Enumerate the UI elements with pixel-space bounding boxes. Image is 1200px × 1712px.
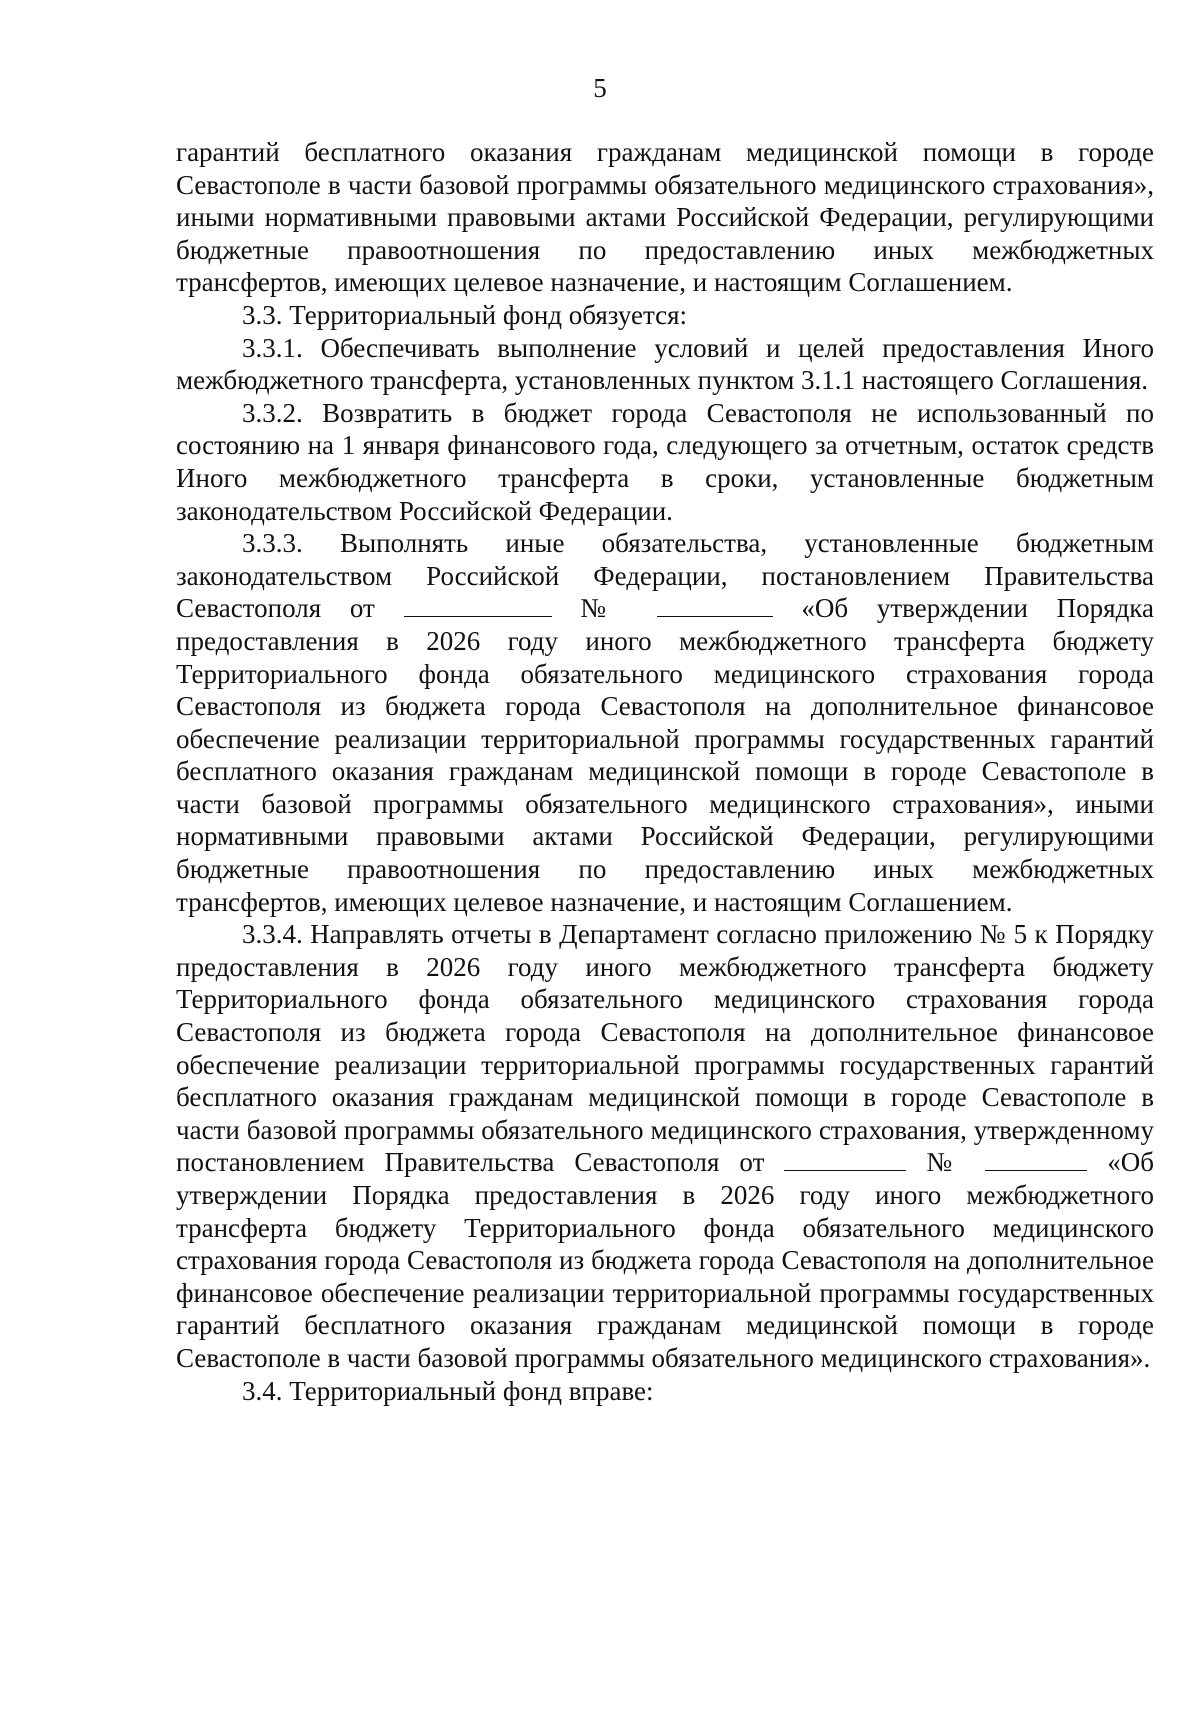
blank-number-line <box>985 1148 1087 1171</box>
paragraph-3-4: 3.4. Территориальный фонд вправе: <box>242 1375 654 1406</box>
paragraph-3-3-4-text-part1: 3.3.4. Направлять отчеты в Департамент согласно приложению № 5 к Порядку предоставления в 2026 году иного межбюджетного трансферта бюджету Территориального фонда обязательного медицинского страхования города Севастополя из бюджета города Севастополя на дополнительное финансовое обеспечение реализации территориальной программы государственных гарантий бесплатного оказания гражданам медицинской помощи в городе Севастополе в части базовой программы обязательного медицинского страхования, утвержденному постановлением Правительства Севастополя от <box>176 919 1154 1178</box>
blank-date-line <box>784 1148 906 1171</box>
document-body <box>176 136 1154 1407</box>
page-number: 5 <box>593 73 607 103</box>
paragraph-3-3-2: 3.3.2. Возвратить в бюджет города Севастополя не использованный по состоянию на 1 января финансового года, следующего за отчетным, остаток средств Иного межбюджетного трансферта в сроки, установленные бюджетным законодательством Российской Федерации. <box>176 397 1154 526</box>
paragraph-3-3-4-text-part2: № <box>906 1147 986 1178</box>
paragraph-3-3: 3.3. Территориальный фонд обязуется: <box>242 299 688 330</box>
paragraph-3-3-3 <box>176 527 1154 918</box>
paragraph-3-3-1: 3.3.1. Обеспечивать выполнение условий и целей предоставления Иного межбюджетного трансферта, установленных пунктом 3.1.1 настоящего Соглашения. <box>176 332 1154 396</box>
blank-date-line <box>404 594 552 617</box>
paragraph-continuation: гарантий бесплатного оказания гражданам медицинской помощи в городе Севастополе в части базовой программы обязательного медицинского страхования», иными нормативными правовыми актами Российской Федерации, регулирующими бюджетные правоотношения по предоставлению иных межбюджетных трансфертов, имеющих целевое назначение, и настоящим Соглашением. <box>176 137 1154 298</box>
paragraph-3-3-3-text-part2: № <box>551 593 657 624</box>
paragraph-3-3-4 <box>176 918 1154 1374</box>
paragraph-3-3-3-text-part1: 3.3.3. Выполнять иные обязательства, установленные бюджетным законодательством Российской Федерации, постановлением Правительства Севастополя от <box>176 528 1154 624</box>
paragraph-3-3-4-text-part3: «Об утверждении Порядка предоставления в 2026 году иного межбюджетного трансферта бюджету Территориального фонда обязательного медицинского страхования города Севастополя из бюджета города Севастополя на дополнительное финансовое обеспечение реализации территориальной программы государственных гарантий бесплатного оказания гражданам медицинской помощи в городе Севастополе в части базовой программы обязательного медицинского страхования». <box>176 1147 1154 1373</box>
paragraph-3-3-3-text-part3: «Об утверждении Порядка предоставления в 2026 году иного межбюджетного трансферта бюджету Территориального фонда обязательного медицинского страхования города Севастополя из бюджета города Севастополя на дополнительное финансовое обеспечение реализации территориальной программы государственных гарантий бесплатного оказания гражданам медицинской помощи в городе Севастополе в части базовой программы обязательного медицинского страхования», иными нормативными правовыми актами Российской Федерации, регулирующими бюджетные правоотношения по предоставлению иных межбюджетных трансфертов, имеющих целевое назначение, и настоящим Соглашением. <box>176 593 1155 917</box>
blank-number-line <box>657 594 773 617</box>
